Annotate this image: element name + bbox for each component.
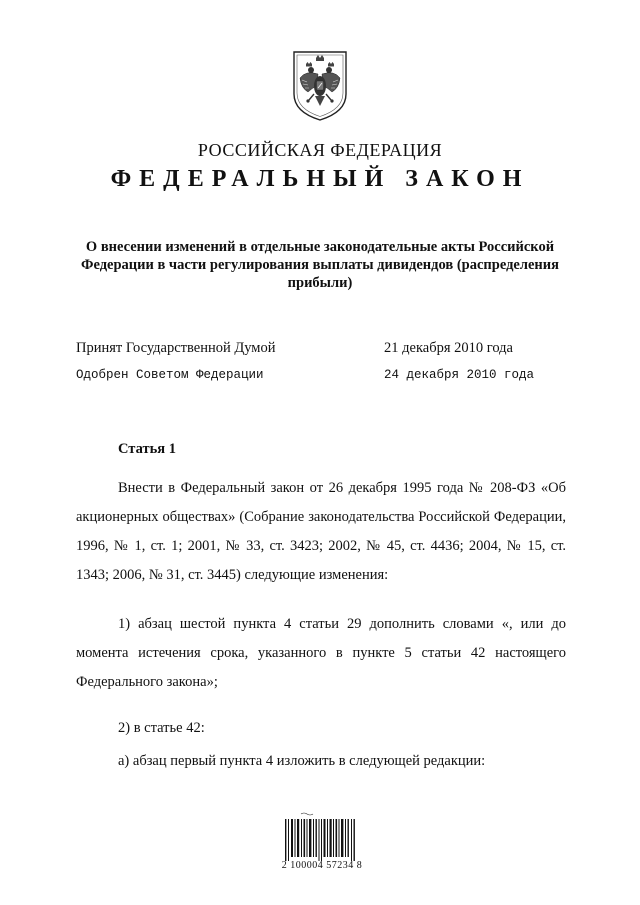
article-intro-paragraph xyxy=(76,474,566,590)
country-name: РОССИЙСКАЯ ФЕДЕРАЦИЯ xyxy=(197,140,443,160)
adopted-date: 21 декабря 2010 года xyxy=(384,340,513,356)
article-item-1 xyxy=(76,610,566,697)
article-item-2a-text: а) абзац первый пункта 4 изложить в следующей редакции: xyxy=(118,753,486,769)
article-item-2-text: 2) в статье 42: xyxy=(118,720,205,736)
law-title: О внесении изменений в отдельные законодательные акты Российской Федерации в части регулирования выплаты дивидендов (распределения прибыли) xyxy=(81,239,559,291)
coat-of-arms-icon xyxy=(288,48,352,122)
article-intro-text: Внести в Федеральный закон от 26 декабря 1995 года № 208-ФЗ «Об акционерных обществах» (Собрание законодательства Российской Федерации, 1996, № 1, ст. 1; 2001, № 33, ст. 3423; 2002, № 45, ст. 4436; 2004, № 15, ст. 1343; 2006, № 31, ст. 3445) следующие изменения: xyxy=(76,480,566,583)
article-item-2 xyxy=(76,714,566,743)
article-heading: Статья 1 xyxy=(118,441,176,457)
barcode-number: 2 100004 57234 8 xyxy=(281,860,363,871)
adopted-label: Принят Государственной Думой xyxy=(76,340,276,356)
article-item-2a xyxy=(76,747,566,776)
barcode-icon xyxy=(271,808,371,868)
article-item-1-text: 1) абзац шестой пункта 4 статьи 29 дополнить словами «, или до момента истечения срока, указанного в пункте 5 статьи 42 настоящего Федерального закона»; xyxy=(76,616,566,690)
law-type-heading: ФЕДЕРАЛЬНЫЙ ЗАКОН xyxy=(110,166,530,192)
approved-date: 24 декабря 2010 года xyxy=(384,368,535,382)
approved-label: Одобрен Советом Федерации xyxy=(76,368,264,382)
